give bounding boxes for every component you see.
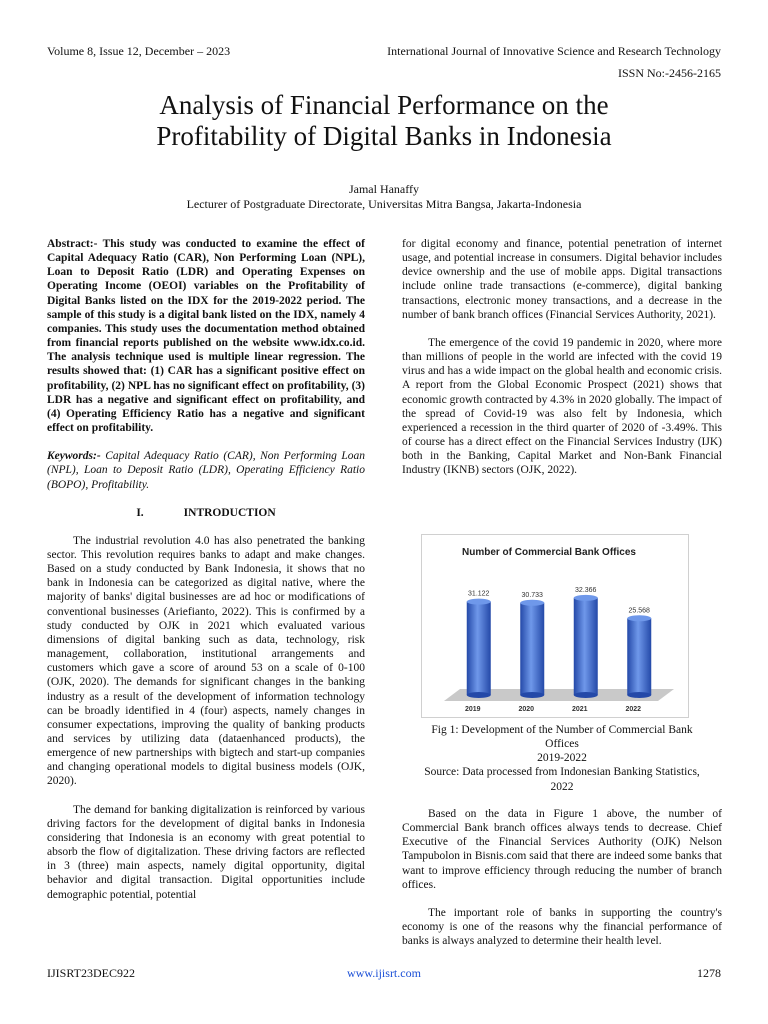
data-label-2022: 25.568	[628, 607, 650, 615]
author-block	[0, 182, 768, 212]
right-paragraph-1: for digital economy and finance, potential penetration of internet usage, and potential increase in consumers. Digital behavior includes device ownership and the use of mobile apps. Digital transactions include online trade transactions (e-commerce), digital banking transactions, electronic money transactions, and a decrease in the number of bank branch offices (Financial Services Authority, 2021).	[402, 238, 722, 321]
data-label-2020: 30.733	[521, 591, 543, 599]
figure-caption	[402, 723, 722, 794]
keywords	[47, 449, 365, 491]
x-tick-label-2019: 2019	[464, 706, 481, 713]
caption-line-5: 2022	[550, 780, 574, 793]
section-title: INTRODUCTION	[183, 506, 276, 519]
keywords-text: Capital Adequacy Ratio (CAR), Non Performing Loan (NPL), Loan to Deposit Ratio (LDR), Operating Efficiency Ratio (BOPO), Profitability.	[47, 450, 365, 491]
volume-info: Volume 8, Issue 12, December – 2023	[47, 44, 231, 58]
bar-top-2022	[627, 615, 651, 621]
bar-top-2021	[574, 595, 598, 601]
bar-top-2020	[520, 600, 544, 606]
chart-svg	[422, 535, 688, 717]
section-number: I.	[136, 506, 144, 519]
x-tick-label-2022: 2022	[625, 706, 642, 713]
bar-2022	[627, 618, 651, 695]
issn: ISSN No:-2456-2165	[617, 66, 721, 80]
bar-base-2022	[627, 692, 651, 698]
bar-2019	[467, 602, 491, 695]
chart-title: Number of Commercial Bank Offices	[462, 547, 636, 558]
right-paragraph-2: The emergence of the covid 19 pandemic in 2020, where more than millions of people in the world are infected with the covid 19 virus and has a wide impact on the global health and economic crisis. A report from the Global Economic Prospect (2021) shows that economic growth contracted by 4.3% in 2020 globally. The impact of the spread of Covid-19 was also felt by Indonesia, which experienced a recession in the third quarter of 2020 of -3.49%. This of course has a direct effect on the Financial Services Industry (IJK) both in the Banking, Capital Market and Non-Bank Financial Industry (IKNB) sectors (OJK, 2022).	[402, 336, 722, 477]
bar-base-2021	[574, 692, 598, 698]
x-tick-label-2021: 2021	[571, 706, 588, 713]
paper-title	[0, 90, 768, 152]
title-line-2: Profitability of Digital Banks in Indonesia	[156, 121, 612, 151]
intro-paragraph-1: The industrial revolution 4.0 has also penetrated the banking sector. This revolution requires banks to adapt and make changes. Based on a study conducted by Bank Indonesia, it shows that no bank in Indonesia can be categorized as digital native, where the majority of banks' digital businesses are ad hoc or modifications of conventional businesses (Ariefianto, 2022). This is confirmed by a study conducted by OJK in 2021 which evaluated various dimensions of digital banking such as data, technology, risk management, collaboration, institutional arrangements and customers which gave a score of around 53 on a scale of 0-100 (OJK, 2020). The demands for significant changes in the banking industry as a result of the development of information technology can be broadly identified in 4 (four) aspects, namely changes in consumer expectations, improving the quality of banking products and services by utilizing data (dataenhanced products), the emergence of new partnerships with bigtech and start-up companies and changing operational models to digital business models (OJK, 2020).	[47, 534, 365, 788]
page-number: 1278	[697, 966, 721, 980]
data-label-2019: 31.122	[468, 590, 490, 598]
caption-line-4: Source: Data processed from Indonesian Banking Statistics,	[424, 766, 700, 779]
caption-line-1: Fig 1: Development of the Number of Commercial Bank	[431, 724, 693, 736]
right-paragraph-3: Based on the data in Figure 1 above, the number of Commercial Bank branch offices always tends to decrease. Chief Executive of the Financial Services Authority (OJK) Nelson Tampubolon in Bisnis.com said that there are indeed some banks that want to improve efficiency through reducing the number of branch offices.	[402, 808, 722, 891]
data-label-2021: 32.366	[575, 586, 597, 594]
author-name: Jamal Hanaffy	[348, 182, 420, 196]
section-heading-introduction	[47, 506, 365, 520]
keywords-label: Keywords:-	[47, 450, 101, 463]
bar-top-2019	[467, 599, 491, 605]
footer-article-id: IJISRT23DEC922	[47, 966, 135, 980]
caption-line-2: Offices	[545, 738, 579, 751]
intro-paragraph-2: The demand for banking digitalization is reinforced by various driving factors for the development of digital banks in Indonesia considering that Indonesia is an economy with great potential to absorb the flow of digitalization. These driving factors are reflected in 3 (three) main aspects, namely digital opportunity, digital behavior and digital transaction. Digital opportunities include demographic potential, potential	[47, 803, 365, 901]
bar-base-2020	[520, 692, 544, 698]
right-column-top	[402, 237, 722, 478]
right-paragraph-4: The important role of banks in supporting the country's economy is one of the reasons why the financial performance of banks is always analyzed to determine their health level.	[402, 906, 722, 948]
bar-base-2019	[467, 692, 491, 698]
left-column	[47, 237, 365, 902]
journal-name: International Journal of Innovative Science and Research Technology	[387, 44, 721, 58]
right-column-bottom	[402, 807, 722, 948]
x-tick-label-2020: 2020	[518, 706, 535, 713]
caption-line-3: 2019-2022	[537, 752, 587, 765]
footer-website-link[interactable]: www.ijisrt.com	[347, 966, 421, 980]
author-affiliation: Lecturer of Postgraduate Directorate, Universitas Mitra Bangsa, Jakarta-Indonesia	[186, 197, 582, 211]
bar-2021	[574, 598, 598, 695]
title-line-1: Analysis of Financial Performance on the	[159, 90, 609, 120]
abstract: Abstract:- This study was conducted to examine the effect of Capital Adequacy Ratio (CAR), Non Performing Loan (NPL), Loan to Deposit Ratio (LDR) and Operating Expenses on Operating Income (OEOI) variables on the Profitability of Digital Banks listed on the IDX for the 2019-2022 period. The sample of this study is a digital bank listed on the IDX, namely 4 companies. This study uses the documentation method obtained from financial reports published on the website www.idx.co.id. The analysis technique used is multiple linear regression. The results showed that: (1) CAR has a significant positive effect on profitability, (2) NPL has no significant effect on profitability, (3) LDR has a negative and significant effect on profitability, and (4) Operating Efficiency Ratio has a negative and significant effect on profitability.	[47, 238, 365, 435]
bar-2020	[520, 603, 544, 695]
commercial-bank-offices-chart	[421, 534, 689, 718]
